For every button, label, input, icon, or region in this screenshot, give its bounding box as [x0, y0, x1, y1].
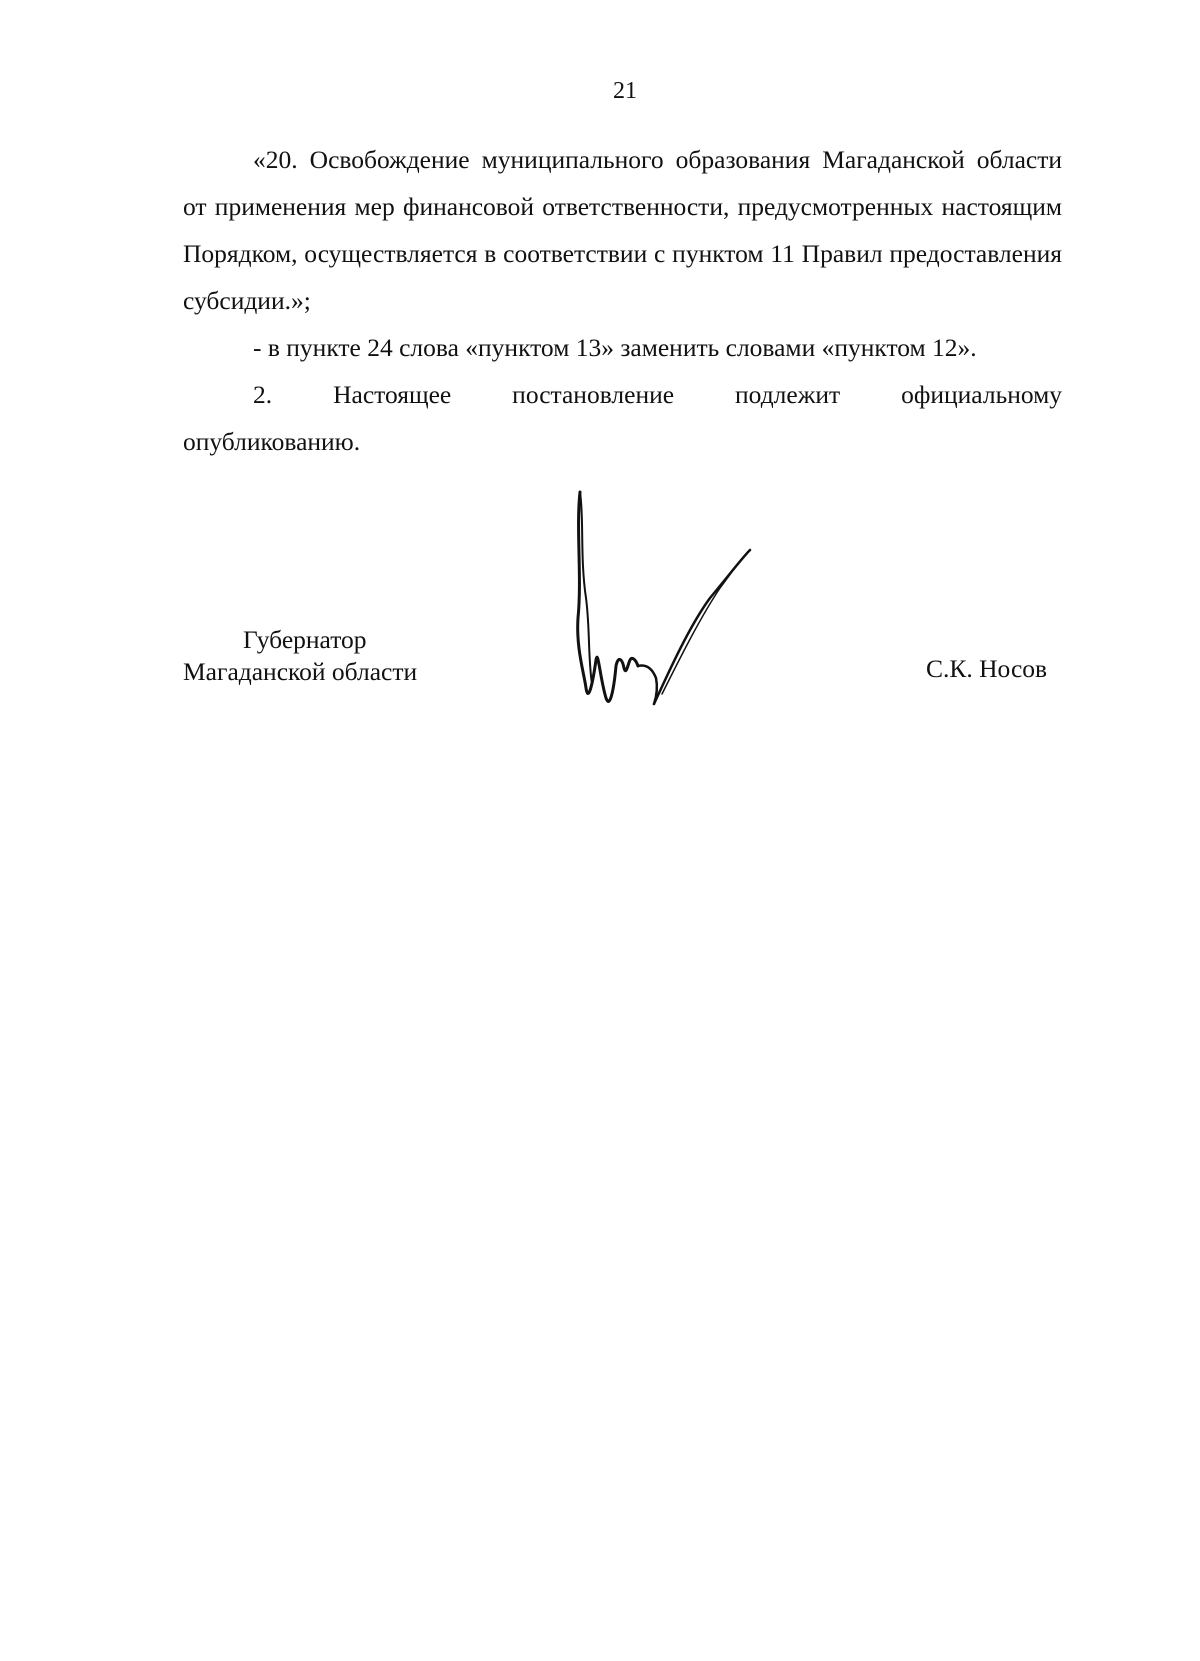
- paragraph-publication: 2. Настоящее постановление подлежит официальному: [253, 380, 1062, 409]
- signer-position: [183, 624, 417, 688]
- signer-position-line1: Губернатор: [243, 625, 367, 654]
- paragraph-publication-continuation: опубликованию.: [183, 427, 361, 456]
- page-number: 21: [613, 78, 637, 104]
- paragraph-clause-20: «20. Освобождение муниципального образования Магаданской области от применения мер финансовой ответственности, предусмотренных настоящим Порядком, осуществляется в соответствии с пунктом 11 Правил предоставления субсидии.»;: [183, 145, 1062, 315]
- signer-name: С.К. Носов: [926, 654, 1048, 683]
- paragraph-amendment-24: - в пункте 24 слова «пунктом 13» заменить словами «пунктом 12».: [253, 333, 977, 362]
- signer-position-line2: Магаданской области: [183, 657, 418, 686]
- handwritten-signature: [570, 488, 790, 738]
- document-body: [183, 136, 1062, 465]
